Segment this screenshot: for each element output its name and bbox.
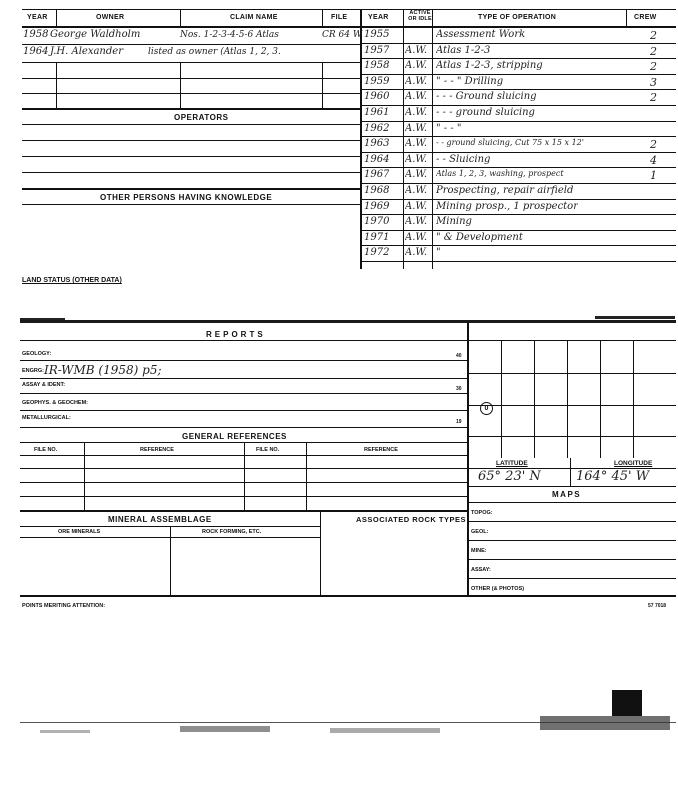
operators-title: OPERATORS	[174, 113, 229, 122]
op-row-status: A.W.	[405, 45, 428, 56]
op-row-operation: Prospecting, repair airfield	[436, 185, 574, 196]
points-meriting-attention-label: POINTS MERITING ATTENTION:	[22, 603, 106, 609]
rule	[362, 152, 676, 153]
geophys-label: GEOPHYS. & GEOCHEM:	[22, 400, 89, 406]
rule	[626, 9, 627, 27]
op-row-status: A.W.	[405, 123, 428, 134]
header-ore-minerals: ORE MINERALS	[58, 529, 101, 535]
scan-noise	[330, 728, 440, 733]
rule	[244, 442, 245, 510]
rule	[20, 410, 468, 411]
op-row-operation: Atlas 1-2-3	[436, 45, 491, 56]
rule	[84, 442, 85, 510]
op-row-year: 1962	[364, 123, 390, 134]
op-row-year: 1960	[364, 91, 390, 102]
rule	[22, 78, 360, 79]
rule	[322, 62, 323, 108]
land-status-label: LAND STATUS (OTHER DATA)	[22, 277, 122, 284]
header-owner: OWNER	[96, 14, 125, 21]
op-row-year: 1957	[364, 45, 390, 56]
op-row-status: A.W.	[405, 138, 428, 149]
rule	[22, 108, 360, 110]
rule	[20, 320, 676, 323]
latitude-label: LATITUDE	[496, 460, 528, 467]
general-references-title: GENERAL REFERENCES	[182, 432, 287, 441]
rule	[20, 378, 468, 379]
rule	[20, 340, 468, 341]
op-row-year: 1970	[364, 216, 390, 227]
op-row-year: 1961	[364, 107, 390, 118]
longitude-label: LONGITUDE	[614, 460, 653, 467]
rule	[306, 442, 307, 510]
rule	[468, 578, 676, 579]
rule	[20, 393, 468, 394]
scan-noise	[540, 716, 670, 730]
op-row-year: 1972	[364, 247, 390, 258]
op-row-operation: Atlas 1-2-3, stripping	[436, 60, 543, 71]
op-row-year: 1958	[364, 60, 390, 71]
rule	[570, 458, 571, 486]
rule	[20, 360, 468, 361]
scan-noise	[595, 316, 675, 319]
rule	[468, 340, 676, 341]
rule	[20, 595, 676, 597]
rule	[362, 167, 676, 168]
other-persons-title: OTHER PERSONS HAVING KNOWLEDGE	[100, 193, 273, 202]
rule	[468, 486, 676, 487]
rule	[22, 124, 360, 125]
rule	[468, 436, 676, 437]
rule	[468, 559, 676, 560]
op-row-status: A.W.	[405, 169, 428, 180]
header-file-no-2: FILE NO.	[256, 447, 280, 453]
header-crew: CREW	[634, 14, 657, 21]
owner-row-2-claim: listed as owner (Atlas 1, 2, 3.	[148, 47, 281, 57]
op-row-status: A.W.	[405, 60, 428, 71]
latitude-value: 65° 23' N	[478, 469, 541, 484]
op-row-operation: " - - "	[436, 123, 462, 134]
rule	[600, 340, 601, 458]
op-row-operation: Assessment Work	[436, 29, 526, 40]
op-row-operation: " & Development	[436, 232, 523, 243]
form-number: 57 7018	[648, 603, 667, 609]
num-40: 40	[456, 353, 462, 359]
rule	[320, 511, 321, 595]
maps-assay-label: ASSAY:	[471, 567, 491, 573]
rule	[180, 62, 181, 108]
op-row-year: 1963	[364, 138, 390, 149]
rule	[362, 183, 676, 184]
owner-row-2-owner: J.H. Alexander	[50, 46, 123, 57]
scan-noise	[20, 318, 65, 320]
owner-row-1-owner: George Waldholm	[50, 29, 141, 40]
header-year: YEAR	[27, 14, 48, 21]
assay-ident-label: ASSAY & IDENT:	[22, 382, 66, 388]
rule	[56, 9, 57, 27]
op-row-status: A.W.	[405, 216, 428, 227]
op-row-operation: Atlas 1, 2, 3, washing, prospect	[436, 169, 564, 178]
rule	[22, 9, 360, 10]
rule	[362, 136, 676, 137]
grid-location-marker: 0	[480, 402, 493, 415]
maps-topog-label: TOPOG:	[471, 510, 493, 516]
maps-other-label: OTHER (& PHOTOS)	[471, 586, 525, 592]
rule	[362, 74, 676, 75]
rule	[534, 340, 535, 458]
op-row-operation: "	[436, 247, 441, 258]
header-reference-2: REFERENCE	[364, 447, 398, 453]
op-row-operation: - - Sluicing	[436, 154, 491, 165]
op-row-operation: - - - Ground sluicing	[436, 91, 537, 102]
rule	[362, 230, 676, 231]
rule	[362, 89, 676, 90]
geology-label: GEOLOGY:	[22, 351, 52, 357]
op-row-crew: 4	[650, 154, 657, 167]
op-row-operation: Mining	[436, 216, 472, 227]
rule	[22, 44, 360, 45]
op-row-status: A.W.	[405, 91, 428, 102]
op-row-status: A.W.	[405, 154, 428, 165]
op-row-crew: 2	[650, 45, 657, 58]
op-row-status: A.W.	[405, 107, 428, 118]
op-row-operation: Mining prosp., 1 prospector	[436, 201, 578, 212]
rule	[322, 9, 323, 27]
rule	[20, 427, 468, 428]
header-rock-forming: ROCK FORMING, ETC.	[202, 529, 262, 535]
op-row-crew: 3	[650, 76, 657, 89]
rule	[468, 405, 676, 406]
op-row-status: A.W.	[405, 232, 428, 243]
owner-row-2-year: 1964	[23, 46, 49, 57]
scan-noise	[180, 726, 270, 732]
op-row-status: A.W.	[405, 185, 428, 196]
rule	[362, 261, 676, 262]
mineral-assemblage-title: MINERAL ASSEMBLAGE	[108, 515, 212, 524]
maps-mine-label: MINE:	[471, 548, 487, 554]
op-row-status: A.W.	[405, 247, 428, 258]
header-type-of-operation: TYPE OF OPERATION	[478, 14, 557, 21]
scan-artifact-block	[612, 690, 642, 716]
rule	[56, 62, 57, 108]
rule	[567, 340, 568, 458]
header-file-no-1: FILE NO.	[34, 447, 58, 453]
rule	[501, 340, 502, 458]
rule	[22, 26, 360, 28]
op-row-year: 1967	[364, 169, 390, 180]
rule	[22, 62, 360, 63]
op-row-status: A.W.	[405, 201, 428, 212]
rule	[22, 156, 360, 157]
rule	[362, 214, 676, 215]
op-row-year: 1959	[364, 76, 390, 87]
longitude-value: 164° 45' W	[576, 469, 650, 484]
op-row-operation: " - - " Drilling	[436, 76, 504, 87]
op-row-status: A.W.	[405, 76, 428, 87]
rule	[468, 540, 676, 541]
rule	[22, 188, 360, 190]
owner-row-1-claim: Nos. 1-2-3-4-5-6 Atlas	[180, 30, 279, 40]
op-row-year: 1964	[364, 154, 390, 165]
rule	[20, 510, 468, 512]
rule	[468, 521, 676, 522]
op-row-operation: - - ground sluicing, Cut 75 x 15 x 12'	[436, 138, 584, 147]
header-file: FILE	[331, 14, 348, 21]
rule	[468, 502, 676, 503]
metallurgical-label: METALLURGICAL:	[22, 415, 71, 421]
associated-rock-types-title: ASSOCIATED ROCK TYPES	[356, 515, 466, 524]
rule	[362, 199, 676, 200]
rule	[22, 140, 360, 141]
rule	[362, 26, 676, 28]
rule	[362, 245, 676, 246]
header-active-idle: ACTIVE OR IDLE	[408, 10, 432, 22]
op-row-crew: 2	[650, 91, 657, 104]
engrg-label: ENGRG:	[22, 368, 44, 374]
op-row-year: 1968	[364, 185, 390, 196]
header-claim-name: CLAIM NAME	[230, 14, 278, 21]
maps-geol-label: GEOL:	[471, 529, 489, 535]
op-row-crew: 1	[650, 169, 657, 182]
num-19: 19	[456, 419, 462, 425]
op-row-year: 1955	[364, 29, 390, 40]
scan-noise	[40, 730, 90, 733]
reports-title: REPORTS	[206, 330, 266, 339]
rule	[180, 9, 181, 27]
op-row-year: 1971	[364, 232, 390, 243]
rule	[467, 323, 469, 595]
op-row-crew: 2	[650, 29, 657, 42]
owner-row-1-year: 1958	[23, 29, 49, 40]
header-op-year: YEAR	[368, 14, 389, 21]
rule	[170, 526, 171, 595]
header-reference-1: REFERENCE	[140, 447, 174, 453]
op-row-crew: 2	[650, 138, 657, 151]
op-row-year: 1969	[364, 201, 390, 212]
rule	[362, 121, 676, 122]
num-30: 30	[456, 386, 462, 392]
op-row-operation: - - - ground sluicing	[436, 107, 535, 118]
rule	[633, 340, 634, 458]
op-row-crew: 2	[650, 60, 657, 73]
rule	[362, 105, 676, 106]
owner-row-1-file: CR 64 W	[322, 30, 363, 40]
rule	[362, 43, 676, 44]
rule	[22, 172, 360, 173]
maps-title: MAPS	[552, 490, 582, 499]
rule	[22, 93, 360, 94]
rule	[362, 58, 676, 59]
engrg-value: IR-WMB (1958) p5;	[44, 363, 162, 377]
rule	[22, 204, 360, 205]
rule	[468, 373, 676, 374]
